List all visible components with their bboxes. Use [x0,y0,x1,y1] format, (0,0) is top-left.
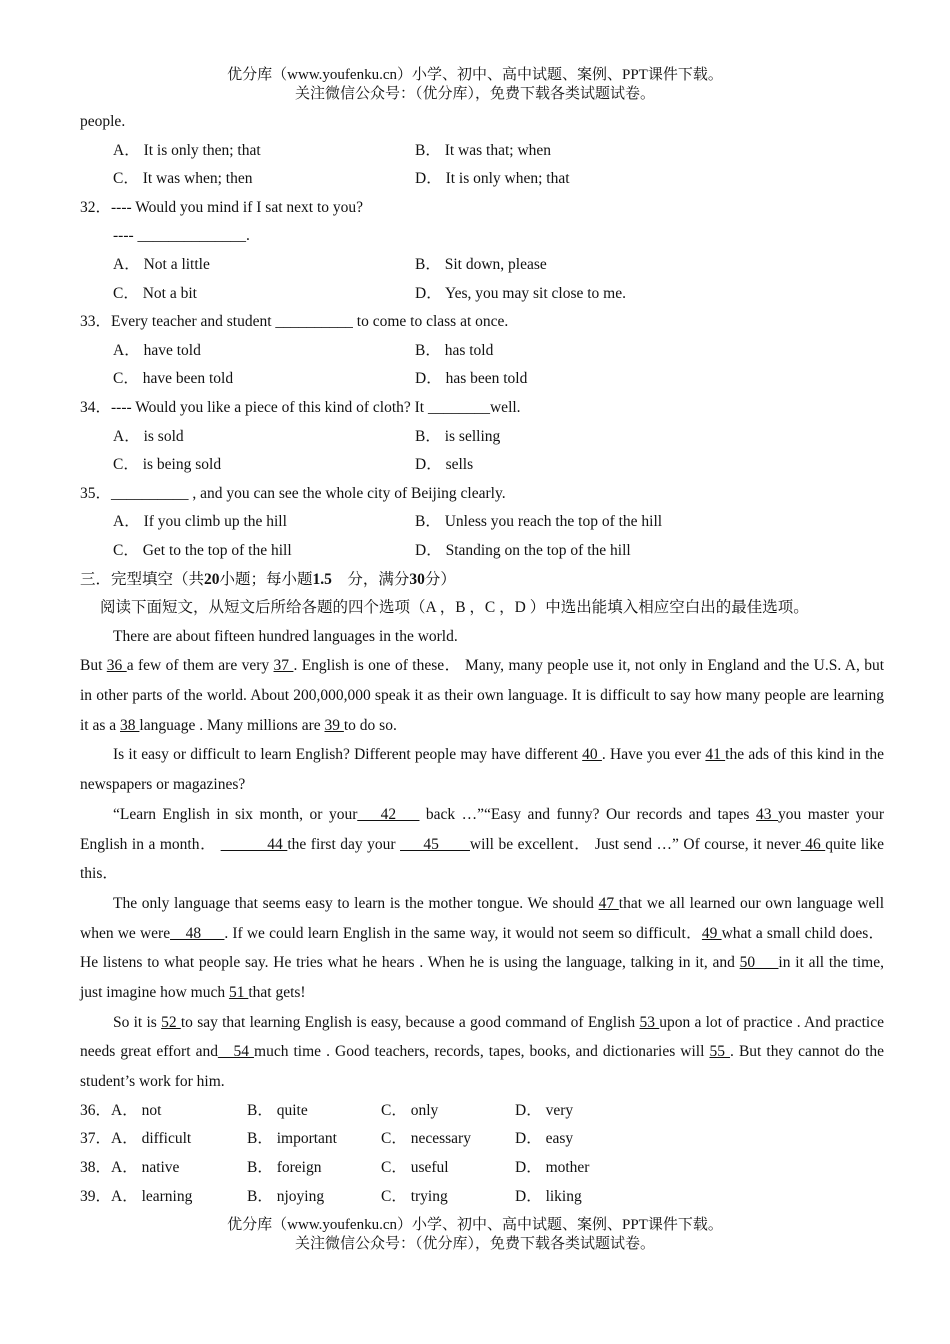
q35-option-b: B． Unless you reach the top of the hill [415,513,663,531]
blank-40: 40 [582,746,602,764]
blank-55: 55 [709,1043,731,1061]
passage-paragraph-5 [80,1008,884,1097]
q32-options-row1 [80,251,884,280]
passage-text: a few of them are very [126,657,274,675]
passage-text: upon a lot of practice . And practice needs great effort and [80,1013,884,1061]
blank-52: 52 [161,1013,181,1031]
choice-36-a: 36．A． not [80,1101,162,1119]
header-line-2: 关注微信公众号：（优分库），免费下载各类试题试卷。 [294,86,655,102]
blank-53: 53 [639,1013,660,1031]
blank-39: 39 [324,716,344,734]
choice-row-38 [80,1154,884,1183]
q32-option-b: B． Sit down, please [415,255,547,273]
section-3-total: 30 [409,570,425,588]
q35-option-c: C． Get to the top of the hill [113,541,292,559]
footer-line-2: 关注微信公众号：（优分库），免费下载各类试题试卷。 [294,1236,655,1252]
section-3-instruction: 阅读下面短文，从短文后所给各题的四个选项（A ，B ，C ，D ）中选出能填入相应空白出的最佳选项。 [100,599,809,617]
q33-option-d: D． has been told [415,370,528,388]
blank-46: 46 [800,835,826,853]
passage-text: Is it easy or difficult to learn English? Different people may have different [113,746,583,764]
passage-text: to do so. [343,716,397,734]
passage-text: that we all learned our own language well when we were [80,894,885,942]
q31-option-c: C． It was when; then [113,170,253,188]
q35-options-row2 [80,537,884,566]
choice-38-d: D． mother [515,1159,590,1177]
page-content [80,108,884,1211]
blank-50: 50___ [739,954,779,972]
choice-37-a: 37．A． difficult [80,1130,192,1148]
q34-options-row2 [80,451,884,480]
q34-option-c: C． is being sold [113,456,222,474]
choice-39-d: D． liking [515,1187,582,1205]
q32-options-row2 [80,280,884,309]
blank-41: 41 [705,746,726,764]
blank-47: 47 [598,894,619,912]
passage-text: in it all the time, just imagine how much [80,954,884,1002]
choice-row-36 [80,1097,884,1126]
passage-text: But [80,657,107,675]
passage-text: So it is [113,1013,162,1031]
q35-option-a: A． If you climb up the hill [113,513,287,531]
blank-51: 51 [228,984,249,1002]
page-footer [0,1216,950,1254]
passage-text: that gets! [248,984,306,1002]
section-3-title-part: 三．完型填空（共 [80,570,205,588]
q32-option-d: D． Yes, you may sit close to me. [415,284,626,302]
choice-36-b: B． quite [247,1101,308,1119]
choice-38-b: B． foreign [247,1159,322,1177]
passage-first-line: There are about fifteen hundred languages in the world. [113,627,458,645]
passage-text: will be excellent． Just send …” Of course, it never [469,835,801,853]
q33-options-row1 [80,337,884,366]
q35-stem: 35．__________ , and you can see the whole city of Beijing clearly. [80,484,506,502]
q34-options-row1 [80,423,884,452]
footer-line-1: 优分库（www.youfenku.cn）小学、初中、高中试题、案例、PPT课件下载。 [227,1217,723,1233]
q35-option-d: D． Standing on the top of the hill [415,541,631,559]
passage-text: the ads of this kind in the newspapers or magazines? [80,746,885,794]
q33-stem: 33．Every teacher and student __________ to come to class at once. [80,313,509,331]
blank-54: __54 [217,1043,255,1061]
passage-text: to say that learning English is easy, because a good command of English [180,1013,640,1031]
q31-options-row1 [80,137,884,166]
q31-option-a: A． It is only then; that [113,141,261,159]
q33-option-c: C． have been told [113,370,234,388]
choice-36-d: D． very [515,1101,574,1119]
section-3-title-part: 分） [424,570,456,588]
q32-option-a: A． Not a little [113,255,210,273]
q34-option-d: D． sells [415,456,474,474]
passage-text: back …”“Easy and funny? Our records and tapes [419,805,756,823]
blank-43: 43 [755,805,778,823]
section-3-heading [80,566,884,595]
blank-49: 49 [701,924,722,942]
passage-paragraph-4 [80,889,884,1008]
section-3-count: 20 [204,570,220,588]
passage-text: . English is one of these． Many, many people use it, not only in England and the U.S. A, but in other parts of the world. About 200,000,000 speak it as their own language. It is difficult to say how many people are learning it as a [80,657,885,734]
q33-options-row2 [80,365,884,394]
passage-text: quite like this． [80,835,884,883]
choice-38-c: C． useful [381,1159,449,1177]
choice-37-b: B． important [247,1130,337,1148]
passage-text: language . Many millions are [139,716,325,734]
q31-option-b: B． It was that; when [415,141,552,159]
passage-paragraph-2 [80,740,884,799]
q33-option-b: B． has told [415,341,494,359]
choice-row-39 [80,1183,884,1212]
section-3-title-part: 分，满分 [331,570,410,588]
q34-option-b: B． is selling [415,427,501,445]
q32-stem: 32．---- Would you mind if I sat next to you? [80,198,364,216]
choice-39-c: C． trying [381,1187,448,1205]
passage-text: much time . Good teachers, records, tapes, books, and dictionaries will [254,1043,710,1061]
q31-options-row2 [80,165,884,194]
q34-stem: 34．---- Would you like a piece of this kind of cloth? It ________well. [80,398,521,416]
blank-44: ______44 [220,835,288,853]
q31-option-d: D． It is only when; that [415,170,570,188]
q32-reply: ---- ______________. [113,227,250,245]
q35-options-row1 [80,508,884,537]
choice-39-a: 39．A． learning [80,1187,193,1205]
section-3-points-each: 1.5 [312,570,332,588]
choice-37-c: C． necessary [381,1130,471,1148]
blank-38: 38 [120,716,140,734]
q34-option-a: A． is sold [113,427,184,445]
previous-question-end: people. [80,113,126,130]
choice-38-a: 38．A． native [80,1159,180,1177]
choice-36-c: C． only [381,1101,439,1119]
blank-48: __48___ [170,924,225,942]
passage-paragraph-1 [80,651,884,740]
passage-text: the first day your [287,835,401,853]
q33-option-a: A． have told [113,341,201,359]
passage-text: what a small child does． He listens to what people say. He tries what he hears . When he is using the language, talking in it, and [80,924,885,972]
passage-text: . If we could learn English in the same way, it would not seem so difficult． [224,924,702,942]
passage-text: you master your English in a month． [80,805,884,853]
page-header [0,66,950,104]
blank-37: 37 [273,657,294,675]
blank-42: ___42___ [357,805,420,823]
blank-45: ___45____ [400,835,470,853]
blank-36: 36 [106,657,127,675]
choice-37-d: D． easy [515,1130,574,1148]
passage-text: “Learn English in six month, or your [113,805,358,823]
passage-text: . But they cannot do the student’s work for him. [80,1043,885,1091]
choice-row-37 [80,1125,884,1154]
passage-text: . Have you ever [601,746,706,764]
passage-paragraph-3 [80,800,884,889]
section-3-title-part: 小题；每小题 [219,570,313,588]
header-line-1: 优分库（www.youfenku.cn）小学、初中、高中试题、案例、PPT课件下载。 [227,67,723,83]
q32-option-c: C． Not a bit [113,284,197,302]
passage-text: The only language that seems easy to learn is the mother tongue. We should [113,894,599,912]
choice-39-b: B． njoying [247,1187,325,1205]
